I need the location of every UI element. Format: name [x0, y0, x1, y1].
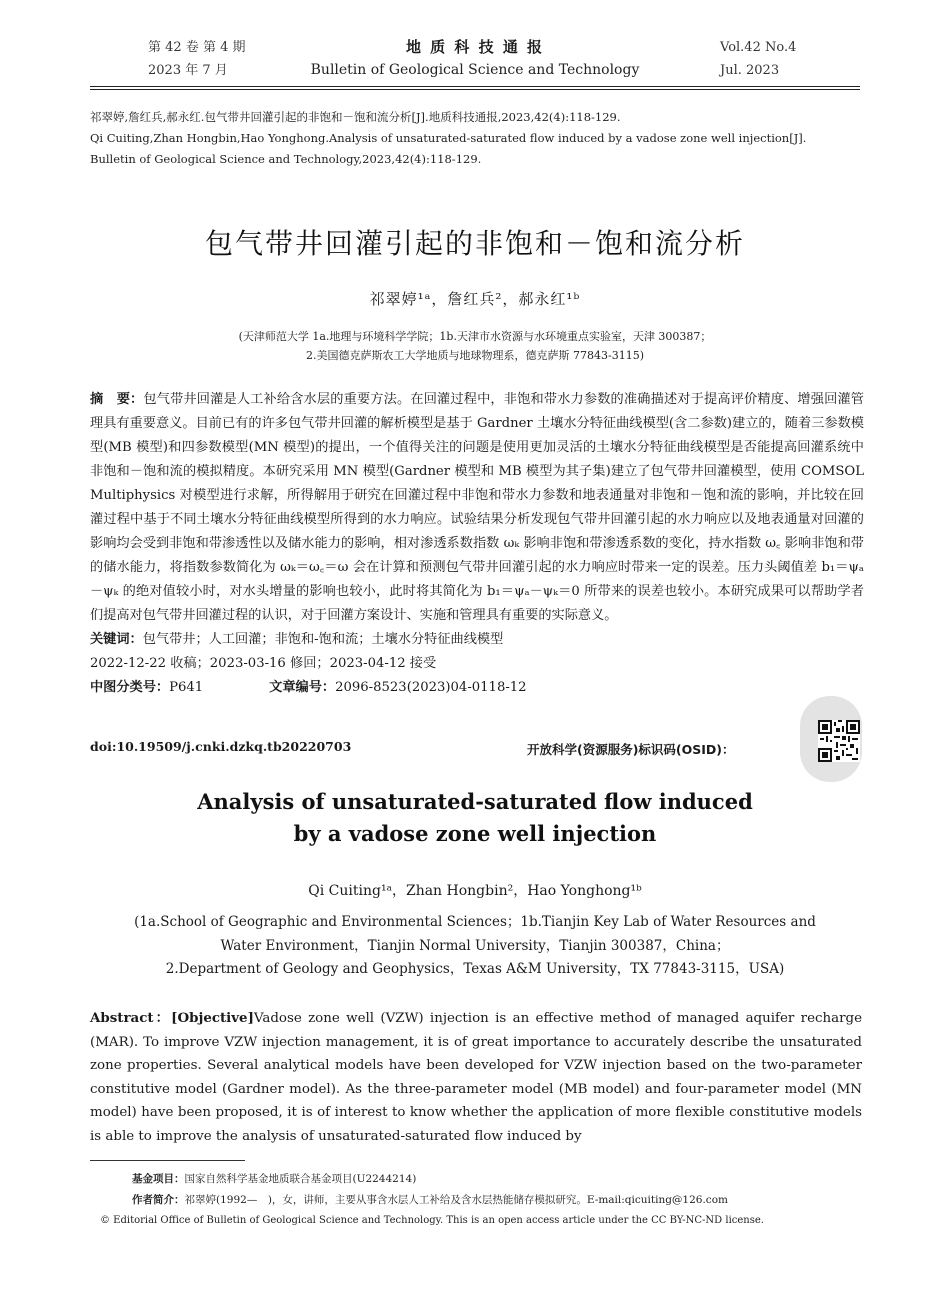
title-en-line1: Analysis of unsaturated-saturated flow induced: [197, 789, 753, 814]
osid-label: 开放科学(资源服务)标识码(OSID)：: [527, 742, 735, 757]
author-bio-text: 祁翠婷(1992— )，女，讲师，主要从事含水层人工补给及含水层热能储存模拟研究。E-mail:qicuiting@126.com: [184, 1194, 728, 1206]
abstract-cn: [90, 388, 864, 700]
header-rule-1: [90, 86, 860, 87]
clc-label: 中图分类号：: [90, 680, 170, 695]
header-volume: [148, 36, 245, 82]
abstract-en-label: Abstract：: [90, 1010, 172, 1026]
fund-label: 基金项目：: [132, 1173, 185, 1185]
affiliation-en-line1: (1a.School of Geographic and Environmental Sciences；1b.Tianjin Key Lab of Water Resources and: [134, 914, 816, 930]
qr-code-icon[interactable]: [818, 720, 860, 762]
affiliation-en-line2: Water Environment，Tianjin Normal University，Tianjin 300387，China；: [220, 937, 730, 954]
affiliations-cn: [0, 327, 950, 365]
abstract-en-text: Vadose zone well (VZW) injection is an effective method of managed aquifer recharge (MAR). To improve VZW injection management, it is of great importance to accurately describe the unsaturated zone properties. Several analytical models have been developed for VZW injection based on the two-parameter constitutive model (Gardner model). As the three-parameter model (MB model) and four-parameter model (MN model) have been proposed, it is of interest to know whether the application of more flexible constitutive models is able to improve the analysis of unsaturated-saturated flow induced by: [90, 1011, 862, 1144]
header-date: 2023 年 7 月: [148, 63, 228, 78]
title-en-line2: by a vadose zone well injection: [293, 821, 657, 846]
abstract-en-objective: [Objective]: [171, 1010, 254, 1026]
title-cn: 包气带井回灌引起的非饱和－饱和流分析: [204, 227, 745, 260]
authors-cn: 祁翠婷¹ᵃ，詹红兵²，郝永红¹ᵇ: [369, 290, 581, 308]
abstract-cn-label: 摘 要：: [90, 392, 144, 407]
affiliation-en-line3: 2.Department of Geology and Geophysics，Texas A&M University，TX 77843-3115，USA): [165, 961, 785, 977]
keywords-cn-text: 包气带井；人工回灌；非饱和-饱和流；土壤水分特征曲线模型: [142, 632, 504, 647]
footnote-rule: [90, 1160, 245, 1161]
article-no-value: 2096-8523(2023)04-0118-12: [335, 680, 527, 695]
citation-cn: 祁翠婷,詹红兵,郝永红.包气带井回灌引起的非饱和－饱和流分析[J].地质科技通报,2023,42(4):118-129.: [90, 110, 621, 124]
abstract-cn-text: 包气带井回灌是人工补给含水层的重要方法。在回灌过程中，非饱和带水力参数的准确描述对于提高评价精度、增强回灌管理具有重要意义。目前已有的许多包气带井回灌的解析模型是基于 Gardner 土壤水分特征曲线模型(含二参数)建立的，随着三参数模型(MB 模型)和四参数模型(MN 模型)的提出，一个值得关注的问题是使用更加灵活的土壤水分特征曲线模型是否能提高回灌系统中非饱和－饱和流的模拟精度。本研究采用 MN 模型(Gardner 模型和 MB 模型为其子集)建立了包气带井回灌模型，使用 COMSOL Multiphysics 对模型进行求解，所得解用于研究在回灌过程中非饱和带水力参数和地表通量对非饱和－饱和流的影响，并比较在回灌过程中基于不同土壤水分特征曲线模型所得到的水力响应。试验结果分析发现包气带井回灌引起的水力响应以及地表通量对回灌的影响均会受到非饱和带渗透性以及储水能力的影响，相对渗透系数指数 ωₖ 影响非饱和带渗透系数的变化，持水指数 ω꜀ 影响非饱和带的储水能力，将指数参数简化为 ωₖ＝ω꜀＝ω 会在计算和预测包气带井回灌引起的水力响应时带来一定的误差。压力头阈值差 b₁＝ψₐ－ψₖ 的绝对值较小时，对水头增量的影响也较小，此时将其简化为 b₁＝ψₐ－ψₖ＝0 所带来的误差也较小。本研究成果可以帮助学者们提高对包气带井回灌过程的认识，对于回灌方案设计、实施和管理具有重要的实际意义。: [90, 392, 864, 623]
header-month-year: Jul. 2023: [720, 63, 780, 78]
keywords-cn-label: 关键词：: [90, 632, 143, 647]
fund-text: 国家自然科学基金地质联合基金项目(U2244214): [184, 1173, 417, 1185]
footnote-fund: [132, 1168, 416, 1190]
received-dates: 2022-12-22 收稿；2023-03-16 修回；2023-04-12 接受: [90, 656, 437, 671]
title-en: [0, 786, 950, 850]
affiliation-cn-line1: (天津师范大学 1a.地理与环境科学学院；1b.天津市水资源与水环境重点实验室，天津 300387；: [238, 330, 712, 343]
header-vol-en: [720, 36, 796, 82]
affiliations-en: [0, 911, 950, 982]
affiliation-cn-line2: 2.美国德克萨斯农工大学地质与地球物理系，德克萨斯 77843-3115): [306, 349, 644, 362]
citation-en-line1: Qi Cuiting,Zhan Hongbin,Hao Yonghong.Analysis of unsaturated-saturated flow induced by a vadose zone well injection[J].: [90, 131, 807, 145]
journal-name-en: Bulletin of Geological Science and Technology: [310, 62, 640, 78]
header-journal: [300, 36, 650, 82]
header-vol-no: Vol.42 No.4: [720, 40, 797, 55]
header-volume-issue: 第 42 卷 第 4 期: [148, 40, 246, 55]
abstract-en: [90, 1007, 862, 1148]
article-no-label: 文章编号：: [269, 680, 336, 695]
footnote-copyright: © Editorial Office of Bulletin of Geological Science and Technology. This is an open access article under the CC BY-NC-ND license.: [100, 1215, 764, 1226]
footnote-author: [132, 1189, 728, 1211]
author-bio-label: 作者简介：: [132, 1194, 185, 1206]
journal-name-cn: 地 质 科 技 通 报: [405, 38, 545, 56]
classification-line: [90, 676, 864, 700]
header-rule-2: [90, 89, 860, 90]
citation-en-line2: Bulletin of Geological Science and Technology,2023,42(4):118-129.: [90, 152, 482, 166]
doi[interactable]: doi:10.19509/j.cnki.dzkq.tb20220703: [90, 739, 352, 754]
authors-en: Qi Cuiting¹ᵃ，Zhan Hongbin²，Hao Yonghong¹ᵇ: [308, 883, 642, 899]
clc-value: P641: [169, 680, 204, 695]
citation-block: [90, 107, 865, 170]
